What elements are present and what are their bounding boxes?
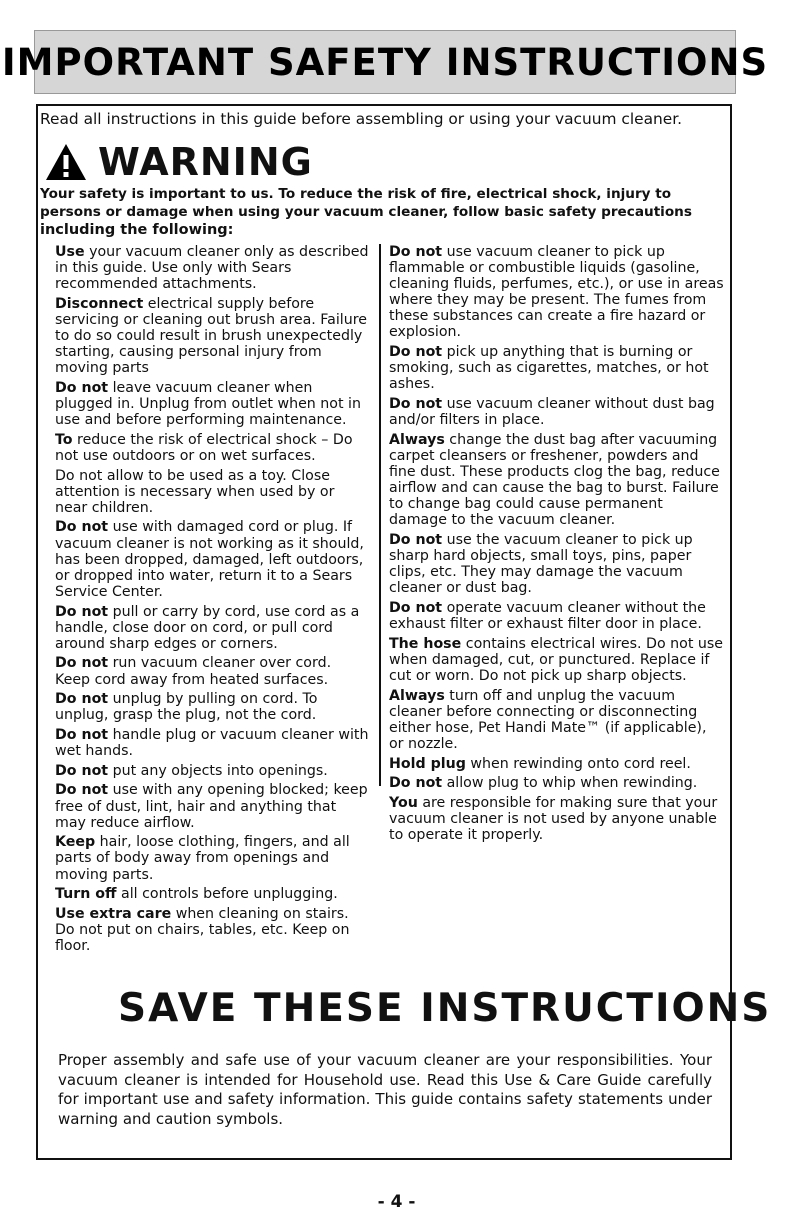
intro-text: Read all instructions in this guide before assembling or using your vacuum cleaner. xyxy=(40,110,683,128)
instruction-text: put any objects into openings. xyxy=(108,762,328,779)
instruction-lead: Do not xyxy=(55,762,109,779)
safety-instruction xyxy=(389,600,725,632)
instruction-lead: You xyxy=(389,794,418,811)
instruction-text: contains electrical wires. Do not use when damaged, cut, or punctured. Replace if cut or worn. Do not pick up sharp objects. xyxy=(389,635,723,684)
safety-instruction xyxy=(389,636,725,684)
instruction-lead: The hose xyxy=(389,635,462,652)
safety-instruction xyxy=(55,296,370,376)
safety-instruction xyxy=(55,519,370,599)
instruction-lead: Use extra care xyxy=(55,905,172,922)
instruction-lead: Do not xyxy=(55,379,109,396)
instruction-lead: Turn off xyxy=(55,886,117,903)
safety-instruction xyxy=(55,782,370,830)
instruction-lead: Keep xyxy=(55,834,96,851)
right-instructions-column xyxy=(389,244,725,847)
instruction-text: pull or carry by cord, use cord as a handle, close door on cord, or pull cord around sharp edges or corners. xyxy=(55,603,360,652)
instruction-text: your vacuum cleaner only as described in this guide. Use only with Sears recommended attachments. xyxy=(55,244,369,293)
safety-instruction xyxy=(55,906,370,954)
instruction-text: hair, loose clothing, fingers, and all parts of body away from openings and moving parts. xyxy=(55,834,350,883)
column-divider xyxy=(379,244,381,786)
warning-triangle-icon xyxy=(44,142,88,182)
closing-paragraph: Proper assembly and safe use of your vacuum cleaner are your responsibilities. Your vacuum cleaner is intended for Household use. Read this Use & Care Guide carefully for important use and safety information. This guide contains safety statements under warning and caution symbols. xyxy=(58,1051,712,1128)
instruction-lead: Do not xyxy=(55,691,109,708)
instruction-text: use vacuum cleaner without dust bag and/or filters in place. xyxy=(389,396,715,429)
safety-instruction xyxy=(55,604,370,652)
instruction-text: use with damaged cord or plug. If vacuum cleaner is not working as it should, has been dropped, damaged, left outdoors, or dropped into water, return it to a Sears Service Center. xyxy=(55,519,364,600)
instruction-text: when cleaning on stairs. Do not put on chairs, tables, etc. Keep on floor. xyxy=(55,905,350,955)
instruction-lead: Do not xyxy=(55,782,109,799)
instruction-lead: Do not xyxy=(389,531,443,548)
warning-heading xyxy=(44,142,313,182)
instruction-lead: Hold plug xyxy=(389,755,466,772)
safety-instruction xyxy=(55,432,370,464)
safety-instruction xyxy=(389,795,725,843)
left-instructions-column xyxy=(55,244,370,958)
safety-instruction xyxy=(55,834,370,882)
instruction-lead: Do not xyxy=(389,344,443,361)
instruction-text: leave vacuum cleaner when plugged in. Unplug from outlet when not in use and before performing maintenance. xyxy=(55,379,361,429)
instruction-lead: Do not xyxy=(55,655,109,672)
instruction-text: when rewinding onto cord reel. xyxy=(465,755,691,772)
safety-instruction xyxy=(389,756,725,772)
safety-instruction xyxy=(55,244,370,292)
instruction-text: pick up anything that is burning or smoking, such as cigarettes, matches, or hot ashes. xyxy=(389,344,709,393)
including-text: including the following: xyxy=(40,222,234,238)
save-instructions-title: SAVE THESE INSTRUCTIONS xyxy=(118,986,772,1031)
instruction-lead: Always xyxy=(389,431,445,448)
instruction-text: use vacuum cleaner to pick up flammable or combustible liquids (gasoline, cleaning fluids, perfumes, etc.), or use in areas where they may be present. The fumes from these substances can create a fire hazard or explosion. xyxy=(389,244,724,341)
safety-instruction xyxy=(55,468,370,516)
instruction-text: turn off and unplug the vacuum cleaner before connecting or disconnecting either hose, Pet Handi Mate™ (if applicable), or nozzle. xyxy=(389,687,707,752)
safety-instruction xyxy=(55,727,370,759)
instruction-lead: Do not xyxy=(55,603,109,620)
instruction-text: Do not allow to be used as a toy. Close attention is necessary when used by or near children. xyxy=(55,467,335,516)
instruction-lead: To xyxy=(55,431,73,448)
safety-instruction xyxy=(389,244,725,341)
instruction-lead: Do not xyxy=(389,244,443,260)
safety-instruction xyxy=(55,380,370,428)
warning-title: WARNING xyxy=(98,140,313,184)
instruction-text: use the vacuum cleaner to pick up sharp hard objects, small toys, pins, paper clips, etc. They may damage the vacuum cleaner or dust bag. xyxy=(389,531,693,597)
instruction-lead: Do not xyxy=(389,775,443,792)
page-title: IMPORTANT SAFETY INSTRUCTIONS xyxy=(1,40,769,84)
instruction-text: operate vacuum cleaner without the exhaust filter or exhaust filter door in place. xyxy=(389,599,706,633)
instruction-text: use with any opening blocked; keep free of dust, lint, hair and anything that may reduce airflow. xyxy=(55,782,368,831)
safety-instruction xyxy=(389,396,725,428)
safety-instruction xyxy=(389,344,725,392)
instruction-lead: Always xyxy=(389,687,445,704)
instruction-lead: Do not xyxy=(55,519,109,536)
instruction-lead: Do not xyxy=(55,726,109,743)
instruction-text: change the dust bag after vacuuming carpet cleansers or freshener, powders and fine dust. These products clog the bag, reduce airflow and can cause the bag to burst. Failure to change bag could cause permanent damage to the vacuum cleaner. xyxy=(389,431,720,529)
instruction-text: run vacuum cleaner over cord. Keep cord away from heated surfaces. xyxy=(55,655,332,688)
instruction-text: allow plug to whip when rewinding. xyxy=(442,775,698,792)
instruction-text: are responsible for making sure that your vacuum cleaner is not used by anyone unable to operate it properly. xyxy=(389,794,718,844)
safety-instruction xyxy=(55,763,370,779)
instruction-text: handle plug or vacuum cleaner with wet hands. xyxy=(55,726,369,760)
safety-instruction xyxy=(389,688,725,752)
instruction-text: all controls before unplugging. xyxy=(116,886,338,903)
safety-instruction xyxy=(55,691,370,723)
instruction-text: electrical supply before servicing or cleaning out brush area. Failure to do so could result in brush unexpectedly starting, causing personal injury from moving parts xyxy=(55,295,367,377)
safety-instruction xyxy=(389,432,725,529)
instruction-lead: Do not xyxy=(389,396,443,413)
page-number: - 4 - xyxy=(377,1192,416,1212)
instruction-text: reduce the risk of electrical shock – Do not use outdoors or on wet surfaces. xyxy=(55,431,353,464)
safety-instruction xyxy=(389,775,725,791)
instruction-lead: Disconnect xyxy=(55,295,144,312)
safety-instruction xyxy=(389,532,725,596)
instruction-text: unplug by pulling on cord. To unplug, grasp the plug, not the cord. xyxy=(55,691,318,724)
safety-instruction xyxy=(55,655,370,687)
instruction-lead: Do not xyxy=(389,599,443,616)
instruction-lead: Use xyxy=(55,244,85,260)
warning-text: Your safety is important to us. To reduce the risk of fire, electrical shock, injury to persons or damage when using your vacuum cleaner, follow basic safety precautions xyxy=(40,186,692,220)
safety-instruction xyxy=(55,886,370,902)
title-banner xyxy=(1,30,769,94)
